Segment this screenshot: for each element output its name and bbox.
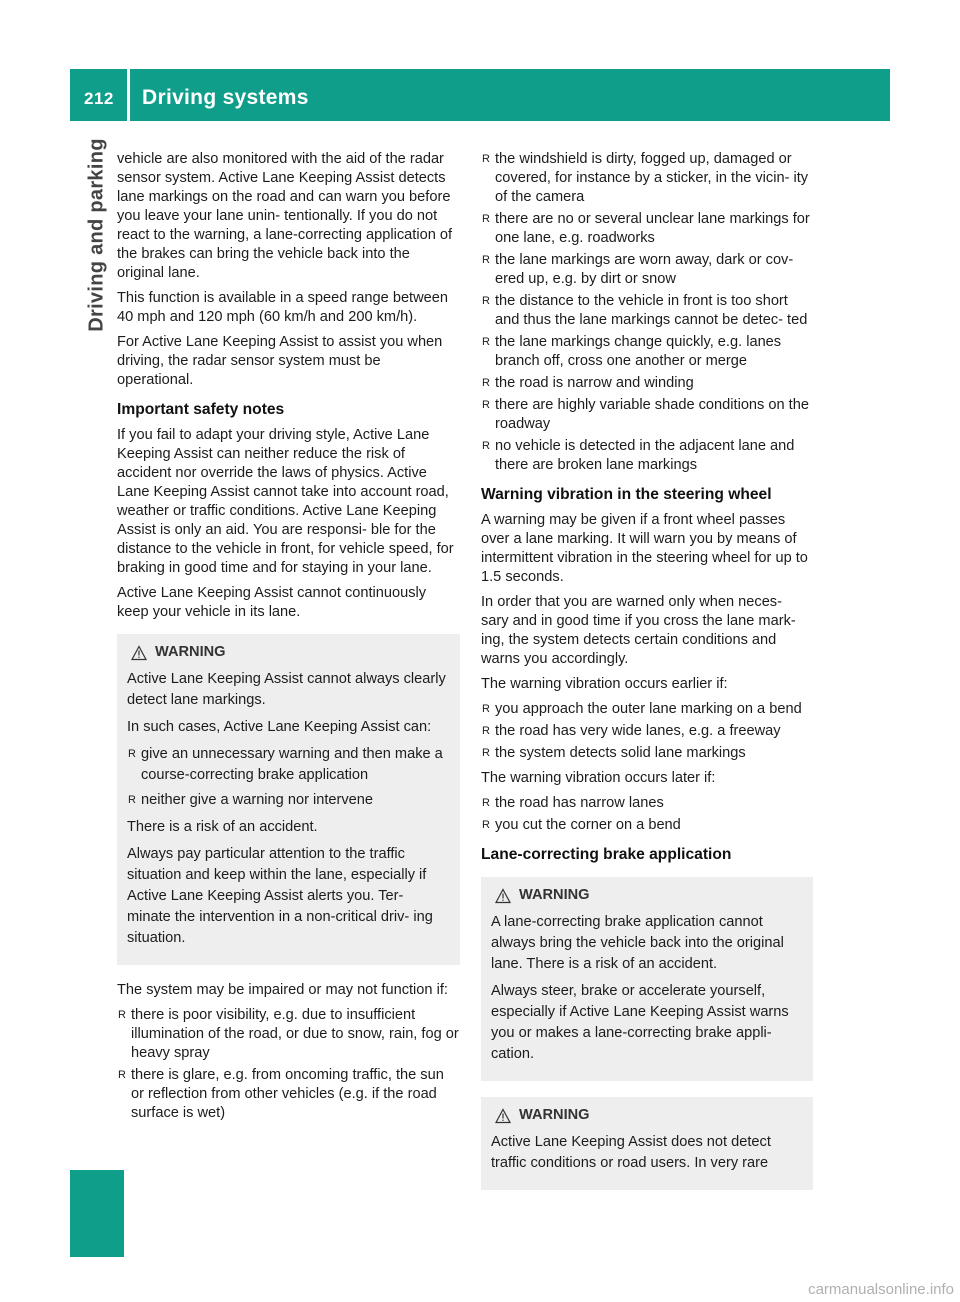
paragraph: The warning vibration occurs earlier if: <box>481 676 728 692</box>
paragraph: In order that you are warned only when neces- sary and in good time if you cross the lane mark- ing, the system detects certain conditions and warns you accordingly. <box>481 594 796 667</box>
warning-triangle-icon <box>495 888 511 904</box>
warning-header <box>131 642 450 663</box>
bullet-icon: R <box>482 725 490 737</box>
warning-text: Always steer, brake or accelerate yourself, especially if Active Lane Keeping Assist warns you or makes a lane-correcting brake appli- cation. <box>491 983 789 1062</box>
list-item: R you cut the corner on a bend <box>482 817 681 833</box>
page-number: 212 <box>84 89 114 108</box>
list-item: R the lane markings are worn away, dark or cov- ered up, e.g. by dirt or snow <box>482 252 794 287</box>
watermark: carmanualsonline.info <box>808 1281 954 1298</box>
bullet-icon: R <box>128 748 136 760</box>
later-list <box>481 794 813 835</box>
bullet-icon: R <box>118 1069 126 1081</box>
warning-title: WARNING <box>519 887 590 903</box>
chapter-side-label <box>72 120 122 350</box>
paragraph: The system may be impaired or may not function if: <box>117 982 448 998</box>
paragraph: Active Lane Keeping Assist cannot continuously keep your vehicle in its lane. <box>117 585 427 620</box>
bullet-icon: R <box>482 153 490 165</box>
bullet-icon: R <box>482 819 490 831</box>
right-column <box>481 150 813 1190</box>
list-item: R give an unnecessary warning and then make a course-correcting brake application <box>128 746 443 783</box>
warning-text: Always pay particular attention to the traffic situation and keep within the lane, especially if Active Lane Keeping Assist alerts you. Ter- minate the intervention in a non-critical driv- ing situation. <box>127 846 433 946</box>
list-item: R there are no or several unclear lane markings for one lane, e.g. roadworks <box>482 211 810 246</box>
warning-text: Active Lane Keeping Assist cannot always clearly detect lane markings. <box>127 671 446 708</box>
warning-box <box>481 1097 813 1190</box>
page-header <box>70 69 890 121</box>
bullet-icon: R <box>118 1009 126 1021</box>
list-item: R there is poor visibility, e.g. due to insufficient illumination of the road, or due to snow, rain, fog or heavy spray <box>118 1007 459 1061</box>
paragraph: If you fail to adapt your driving style, Active Lane Keeping Assist can neither reduce the risk of accident nor override the laws of physics. Active Lane Keeping Assist cannot take into account road, weather or traffic conditions. Active Lane Keeping Assist is only an aid. You are responsi- ble for the distance to the vehicle in front, for vehicle speed, for braking in good time and for staying in your lane. <box>117 427 454 576</box>
list-item: R there is glare, e.g. from oncoming traffic, the sun or reflection from other vehicles (e.g. if the road surface is wet) <box>118 1067 444 1121</box>
warning-title: WARNING <box>155 644 226 660</box>
header-separator <box>127 69 130 121</box>
list-item: R neither give a warning nor intervene <box>127 790 450 811</box>
list-item: R you approach the outer lane marking on a bend <box>482 701 802 717</box>
heading-lane-correcting-brake: Lane-correcting brake application <box>481 846 732 863</box>
paragraph: This function is available in a speed range between 40 mph and 120 mph (60 km/h and 200 km/h). <box>117 290 449 325</box>
bullet-icon: R <box>482 399 490 411</box>
paragraph: For Active Lane Keeping Assist to assist you when driving, the radar sensor system must be operational. <box>117 334 443 388</box>
impaired-list-continued <box>481 150 813 475</box>
list-item: R the system detects solid lane markings <box>482 745 746 761</box>
warning-header <box>495 1105 803 1126</box>
bullet-icon: R <box>128 794 136 806</box>
warning-triangle-icon <box>495 1108 511 1124</box>
bullet-icon: R <box>482 747 490 759</box>
warning-box <box>481 877 813 1081</box>
paragraph: The warning vibration occurs later if: <box>481 770 716 786</box>
list-item: R the lane markings change quickly, e.g. lanes branch off, cross one another or merge <box>482 334 782 369</box>
warning-text: In such cases, Active Lane Keeping Assist can: <box>127 719 432 735</box>
bullet-icon: R <box>482 295 490 307</box>
impaired-list <box>117 1006 460 1123</box>
left-column <box>117 150 460 1129</box>
list-item: R the road has very wide lanes, e.g. a freeway <box>482 723 781 739</box>
warning-header <box>495 885 803 906</box>
warning-list <box>127 744 450 811</box>
warning-text: A lane-correcting brake application cannot always bring the vehicle back into the original lane. There is a risk of an accident. <box>491 914 784 972</box>
paragraph: A warning may be given if a front wheel passes over a lane marking. It will warn you by means of intermittent vibration in the steering wheel for up to 1.5 seconds. <box>481 512 808 585</box>
bullet-icon: R <box>482 213 490 225</box>
list-item: R the windshield is dirty, fogged up, damaged or covered, for instance by a sticker, in the vicin- ity of the camera <box>482 151 809 205</box>
bullet-icon: R <box>482 336 490 348</box>
chapter-label: Driving and parking <box>85 138 108 332</box>
list-item: R the road is narrow and winding <box>482 375 694 391</box>
earlier-list <box>481 700 813 763</box>
list-item: R there are highly variable shade conditions on the roadway <box>482 397 809 432</box>
warning-box <box>117 634 460 965</box>
heading-important-safety-notes: Important safety notes <box>117 401 285 418</box>
list-item: R no vehicle is detected in the adjacent lane and there are broken lane markings <box>482 438 795 473</box>
warning-text: Active Lane Keeping Assist does not detect traffic conditions or road users. In very rare <box>491 1134 771 1171</box>
page-number-box <box>70 69 126 121</box>
bullet-icon: R <box>482 797 490 809</box>
bullet-icon: R <box>482 440 490 452</box>
section-title: Driving systems <box>142 86 309 109</box>
paragraph: vehicle are also monitored with the aid of the radar sensor system. Active Lane Keeping Assist detects lane markings on the road and can warn you before you leave your lane unin- tentionally. If you do not react to the warning, a lane-correcting application of the brakes can bring the vehicle back into the original lane. <box>117 151 453 281</box>
list-item: R the road has narrow lanes <box>482 795 664 811</box>
bullet-icon: R <box>482 254 490 266</box>
bullet-icon: R <box>482 703 490 715</box>
warning-triangle-icon <box>131 645 147 661</box>
heading-warning-vibration: Warning vibration in the steering wheel <box>481 486 772 503</box>
list-item: R the distance to the vehicle in front is too short and thus the lane markings cannot be detec- ted <box>482 293 808 328</box>
chapter-color-block <box>70 1170 124 1257</box>
bullet-icon: R <box>482 377 490 389</box>
warning-text: There is a risk of an accident. <box>127 819 318 835</box>
warning-title: WARNING <box>519 1107 590 1123</box>
